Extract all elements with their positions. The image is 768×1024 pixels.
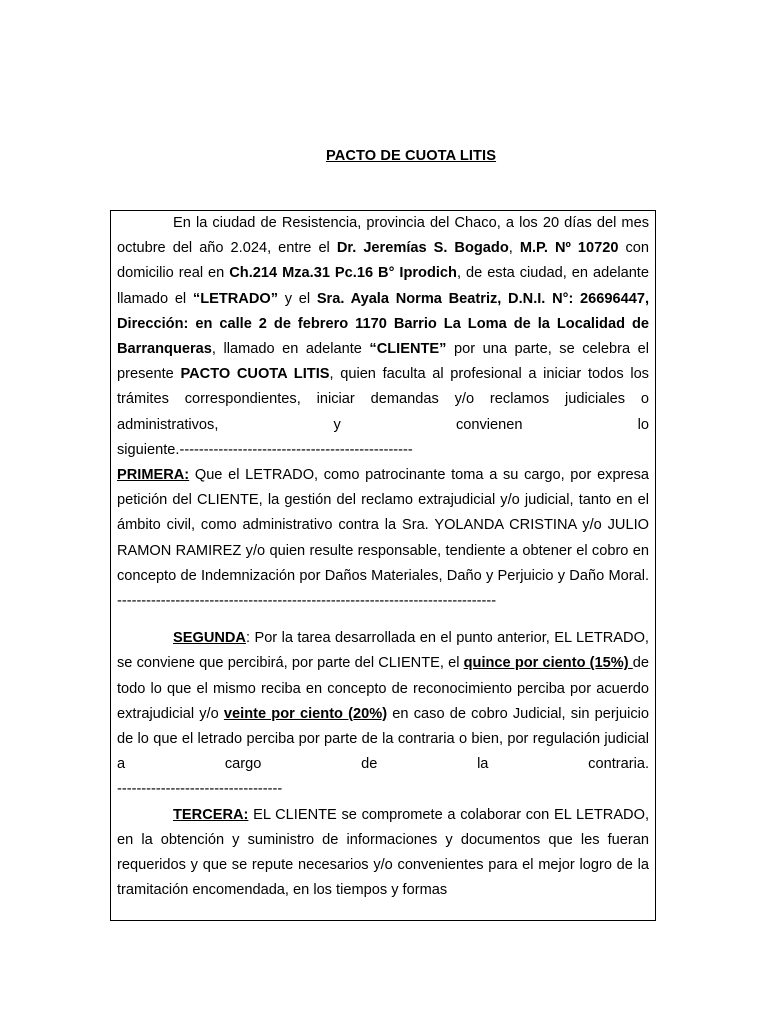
intro-text-g: , de esta ciudad, en adelante llamado el: [117, 265, 649, 307]
clause-segunda-heading: SEGUNDA: [173, 630, 246, 647]
letrado-label: “LETRADO”: [192, 290, 279, 307]
clause-primera: [117, 463, 649, 589]
lawyer-address: Ch.214 Mza.31 Pc.16 B° Iprodich: [229, 265, 457, 282]
lawyer-license: M.P. Nº 10720: [519, 240, 619, 257]
intro-text-o: , quien faculta al profesional a iniciar todos los trámites correspondientes, iniciar demandas y/o reclamos judiciales o administrativos, y convienen lo: [117, 366, 649, 433]
percentage-judicial: veinte por ciento (20%): [223, 705, 388, 722]
clause-segunda-text-a: : Por la tarea desarrollada en el punto anterior, EL LETRADO, se conviene que percibirá, por parte del CLIENTE, el: [117, 630, 649, 672]
clause-segunda-text-c: de todo lo que el mismo reciba en concepto de reconocimiento perciba por acuerdo extrajudicial y/o: [117, 655, 649, 722]
clause-tercera: [117, 803, 649, 904]
percentage-extrajudicial: quince por ciento (15%): [463, 655, 633, 672]
clause-segunda: [117, 626, 649, 777]
clause-tercera-heading: TERCERA:: [173, 806, 249, 823]
clause-tercera-text: EL CLIENTE se compromete a colaborar con EL LETRADO, en la obtención y suministro de informaciones y documentos que les fueran requeridos y que se repute necesarios y/o convenientes para el mejor logro de la tramitación encomendada, en los tiempos y formas: [117, 806, 649, 899]
intro-text-a: En la ciudad de Resistencia, provincia del Chaco, a los 20 días del mes octubre del año 2.024, entre el: [117, 215, 649, 257]
cliente-label: “CLIENTE”: [369, 341, 447, 358]
intro-paragraph: [117, 211, 649, 438]
intro-text-e: con domicilio real en: [117, 240, 649, 282]
contract-text: [117, 211, 649, 903]
intro-text-m: por una parte, se celebra el presente: [117, 341, 649, 383]
clause-segunda-dashes: ----------------------------------: [117, 781, 283, 798]
lawyer-name: Dr. Jeremías S. Bogado: [336, 240, 509, 257]
intro-text-c: ,: [508, 240, 520, 257]
pacto-label: PACTO CUOTA LITIS: [180, 366, 330, 383]
spacer: [117, 614, 649, 626]
clause-primera-dashes: ------------------------------------------------------------------------------: [117, 593, 497, 610]
clause-primera-heading: PRIMERA:: [117, 467, 190, 484]
document-title: PACTO DE CUOTA LITIS: [325, 148, 497, 164]
clause-primera-text: Que el LETRADO, como patrocinante toma a su cargo, por expresa petición del CLIENTE, la gestión del reclamo extrajudicial y/o judicial, tanto en el ámbito civil, como administrativo contra la Sra. YOLANDA CRISTINA y/o JULIO RAMON RAMIREZ y/o quien resulte responsable, tendiente a obtener el cobro en concepto de Indemnización por Daños Materiales, Daño y Perjuicio y Daño Moral.: [117, 467, 649, 584]
contract-body-box: [110, 210, 656, 921]
client-details: Sra. Ayala Norma Beatriz, D.N.I. N°: 26696447, Dirección: en calle 2 de febrero 1170 Barrio La Loma de la Localidad de Barranqueras: [117, 290, 649, 358]
intro-text-k: , llamado en adelante: [211, 341, 370, 358]
intro-text-i: y el: [278, 290, 317, 307]
clause-segunda-text-e: en caso de cobro Judicial, sin perjuicio de lo que el letrado perciba por parte de la contraria o bien, por regulación judicial a cargo de la contraria.: [117, 705, 649, 773]
intro-closing: siguiente.------------------------------------------------: [117, 441, 413, 458]
